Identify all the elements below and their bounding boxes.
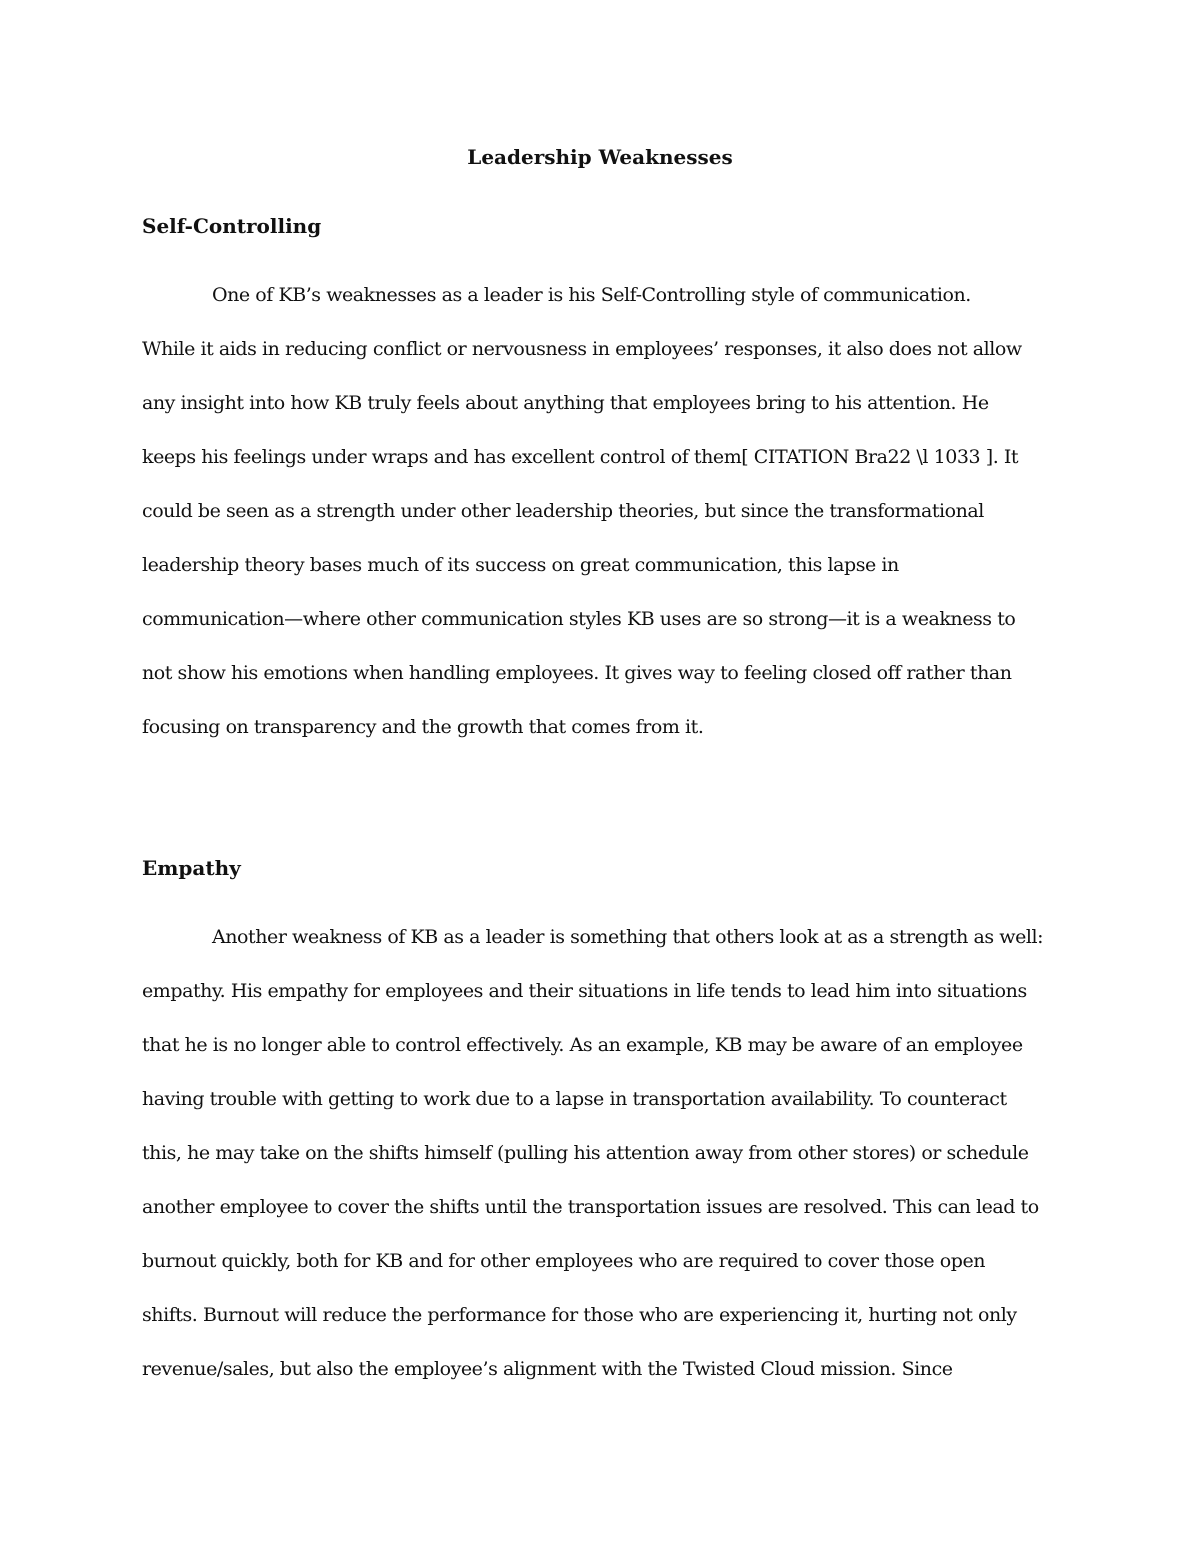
paragraph-line: not show his emotions when handling employees. It gives way to feeling closed off rather than (142, 662, 1012, 684)
paragraph-line: this, he may take on the shifts himself (pulling his attention away from other stores) or schedule (142, 1142, 1029, 1164)
section-heading-self-controlling: Self-Controlling (142, 214, 322, 238)
paragraph-line: One of KB’s weaknesses as a leader is his Self-Controlling style of communication. (212, 284, 971, 306)
paragraph-line: burnout quickly, both for KB and for other employees who are required to cover those open (142, 1250, 986, 1272)
paragraph-line: leadership theory bases much of its success on great communication, this lapse in (142, 554, 899, 576)
paragraph-line: While it aids in reducing conflict or nervousness in employees’ responses, it also does not allow (142, 338, 1022, 360)
paragraph-line: revenue/sales, but also the employee’s alignment with the Twisted Cloud mission. Since (142, 1358, 953, 1380)
paragraph-line: empathy. His empathy for employees and their situations in life tends to lead him into situations (142, 980, 1027, 1002)
document-title: Leadership Weaknesses (467, 145, 733, 169)
paragraph-line: Another weakness of KB as a leader is something that others look at as a strength as well: (212, 926, 1044, 948)
paragraph-line: another employee to cover the shifts until the transportation issues are resolved. This can lead to (142, 1196, 1039, 1218)
paragraph-line: shifts. Burnout will reduce the performance for those who are experiencing it, hurting not only (142, 1304, 1017, 1326)
paragraph-line: focusing on transparency and the growth that comes from it. (142, 716, 704, 738)
paragraph-line: having trouble with getting to work due to a lapse in transportation availability. To counteract (142, 1088, 1007, 1110)
paragraph-line: that he is no longer able to control effectively. As an example, KB may be aware of an employee (142, 1034, 1023, 1056)
section-heading-empathy: Empathy (142, 856, 241, 880)
paragraph-line: could be seen as a strength under other leadership theories, but since the transformational (142, 500, 984, 522)
paragraph-line: keeps his feelings under wraps and has excellent control of them[ CITATION Bra22 \l 1033 ]. It (142, 446, 1019, 468)
paragraph-line: any insight into how KB truly feels about anything that employees bring to his attention. He (142, 392, 989, 414)
paragraph-line: communication—where other communication styles KB uses are so strong—it is a weakness to (142, 608, 1016, 630)
